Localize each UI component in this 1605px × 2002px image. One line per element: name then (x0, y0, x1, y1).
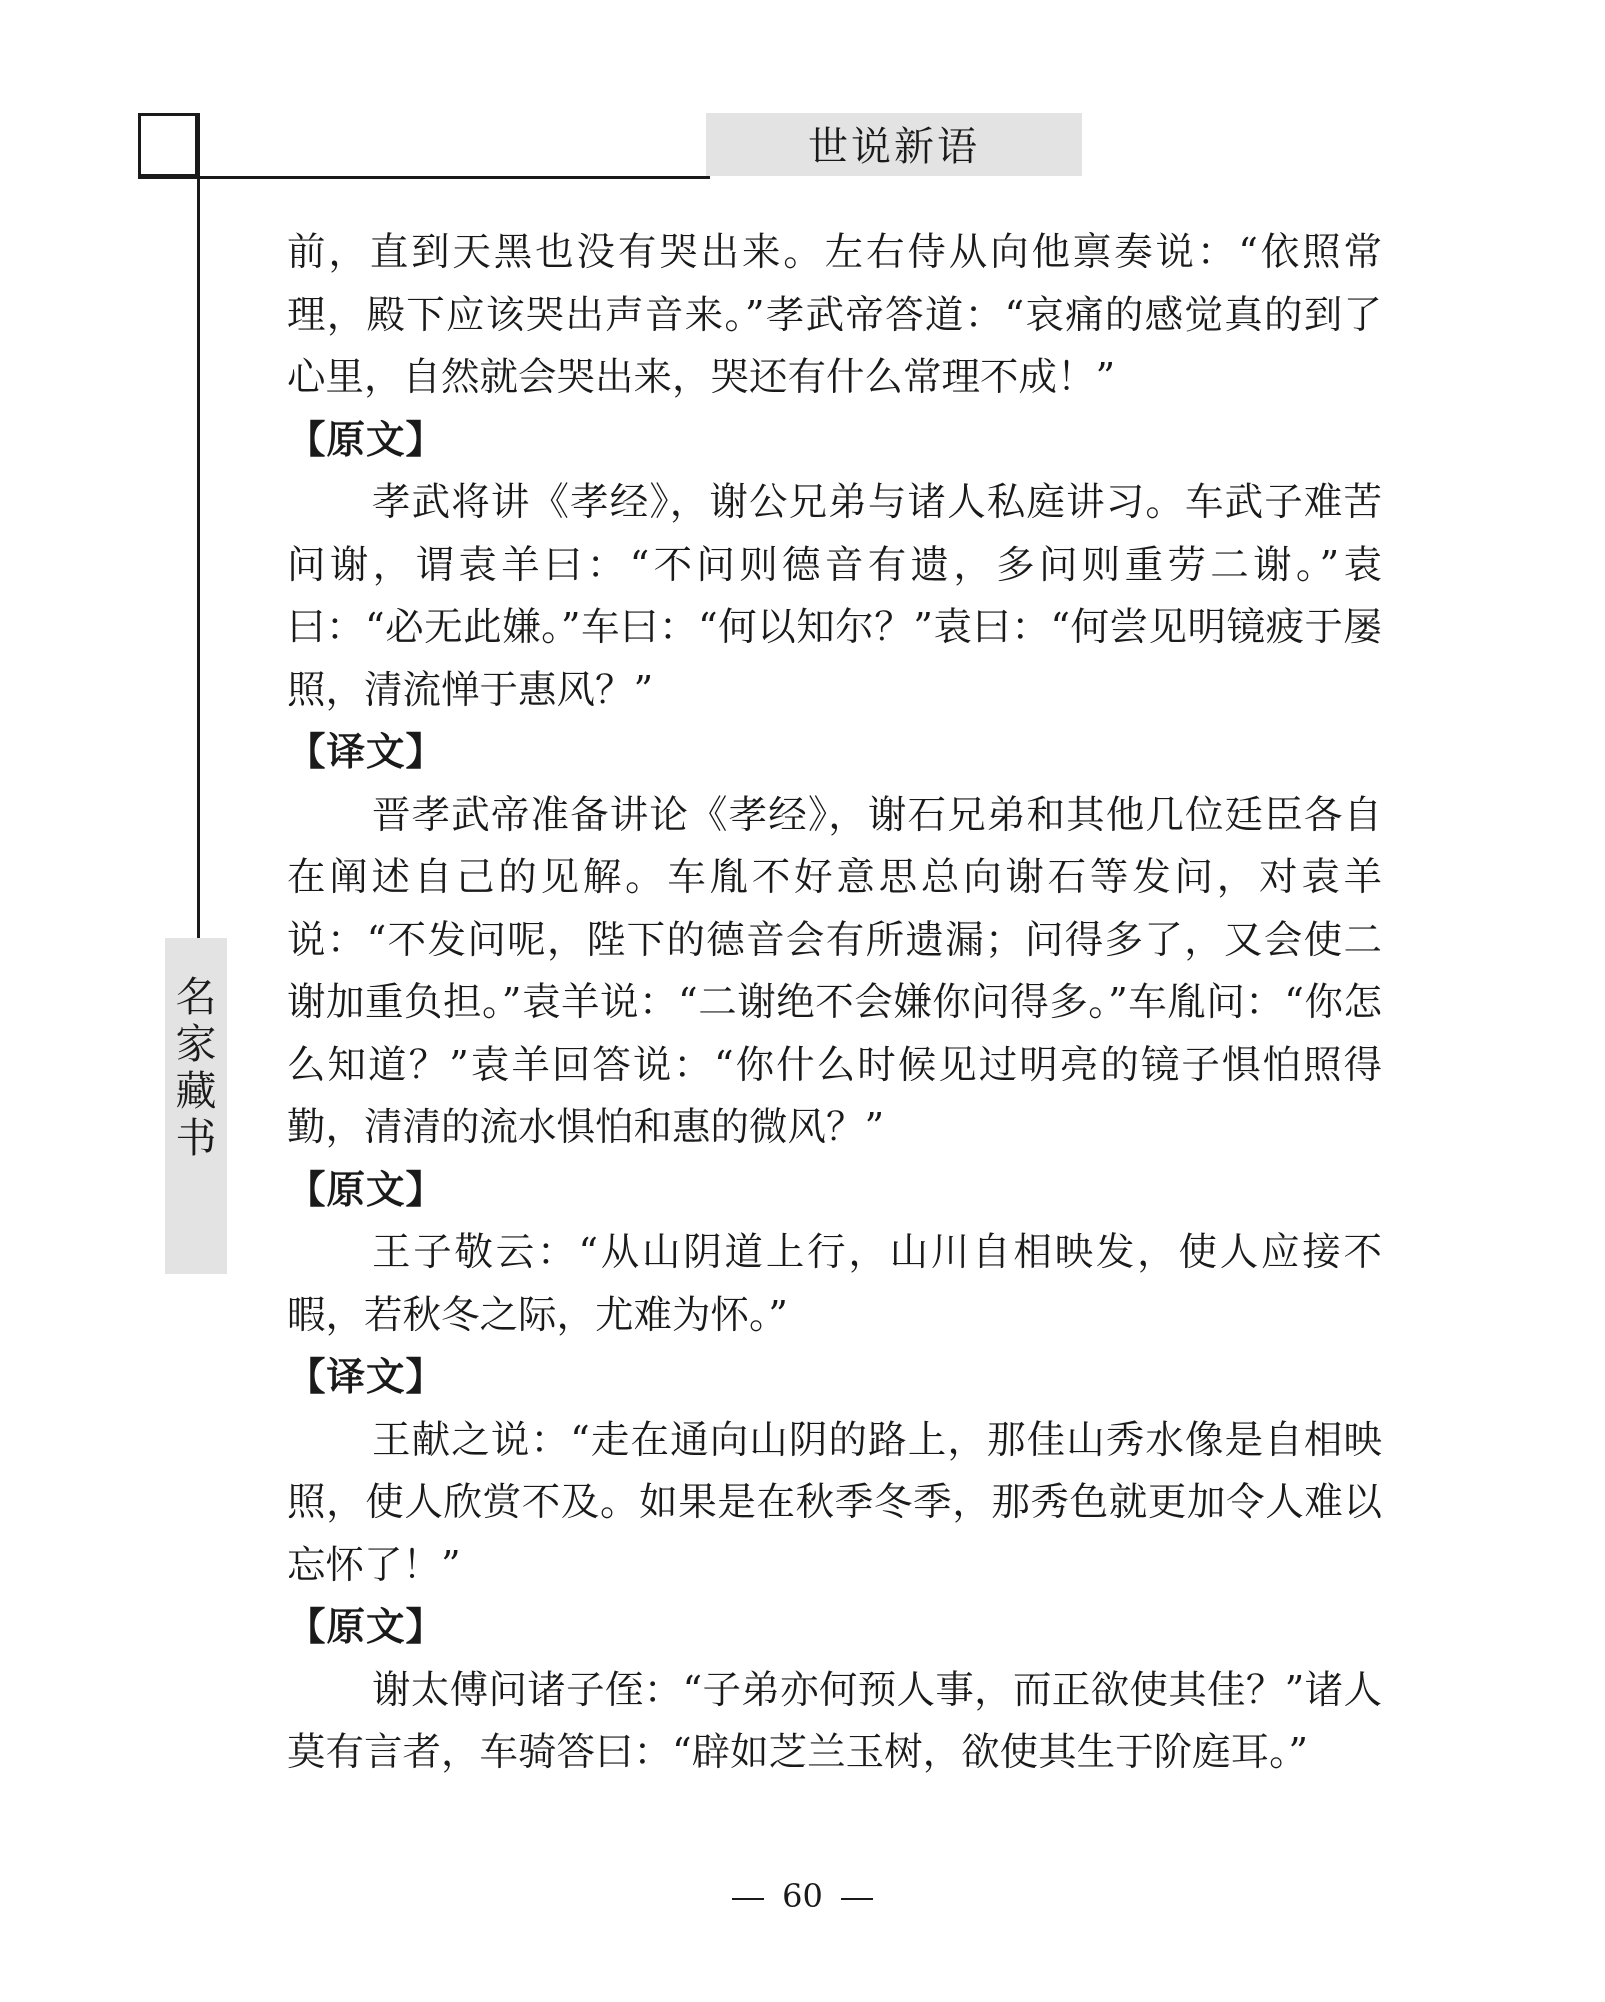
side-tab-char: 名 (175, 973, 217, 1021)
body-paragraph: 王献之说：“走在通向山阴的路上，那佳山秀水像是自相映照，使人欣赏不及。如果是在秋季冬季，那秀色就更加令人难以忘怀了！” (287, 1417, 1382, 1588)
body-paragraph: 晋孝武帝准备讲论《孝经》，谢石兄弟和其他几位廷臣各自在阐述自己的见解。车胤不好意思总向谢石等发问，对袁羊说：“不发问呢，陛下的德音会有所遗漏；问得多了，又会使二谢加重负担。”袁羊说：“二谢绝不会嫌你问得多。”车胤问：“你怎么知道？”袁羊回答说：“你什么时候见过明亮的镜子惧怕照得勤，清清的流水惧怕和惠的微风？” (287, 792, 1382, 1150)
page-footer (0, 1876, 1605, 1916)
header-rule (138, 176, 710, 179)
footer-dash (732, 1898, 764, 1900)
section-heading-original: 【原文】 (287, 1167, 446, 1213)
book-title: 世说新语 (808, 124, 980, 170)
side-tab (165, 938, 227, 1274)
body-paragraph: 孝武将讲《孝经》，谢公兄弟与诸人私庭讲习。车武子难苦问谢，谓袁羊曰：“不问则德音有遗，多问则重劳二谢。”袁曰：“必无此嫌。”车曰：“何以知尔？”袁曰：“何尝见明镜疲于屡照，清流惮于惠风？” (287, 480, 1382, 713)
section-heading-translation: 【译文】 (287, 1355, 446, 1400)
running-header (706, 113, 1082, 176)
section-heading-original: 【原文】 (287, 1605, 446, 1650)
body-paragraph: 王子敬云：“从山阴道上行，山川自相映发，使人应接不暇，若秋冬之际，尤难为怀。” (287, 1230, 1382, 1338)
page-body (287, 222, 1382, 1785)
side-tab-char: 书 (175, 1114, 217, 1162)
body-paragraph: 前，直到天黑也没有哭出来。左右侍从向他禀奏说：“依照常理，殿下应该哭出声音来。”孝武帝答道：“哀痛的感觉真的到了心里，自然就会哭出来，哭还有什么常理不成！” (287, 230, 1382, 400)
footer-dash (841, 1898, 873, 1900)
margin-rule (197, 113, 200, 938)
side-tab-char: 家 (175, 1020, 217, 1068)
section-heading-original: 【原文】 (287, 417, 446, 463)
page-number: 60 (782, 1877, 823, 1915)
side-tab-char: 藏 (175, 1067, 217, 1115)
body-paragraph: 谢太傅问诸子侄：“子弟亦何预人事，而正欲使其佳？”诸人莫有言者，车骑答曰：“辟如芝兰玉树，欲使其生于阶庭耳。” (287, 1667, 1382, 1775)
section-heading-translation: 【译文】 (287, 730, 446, 775)
corner-frame (138, 113, 198, 177)
